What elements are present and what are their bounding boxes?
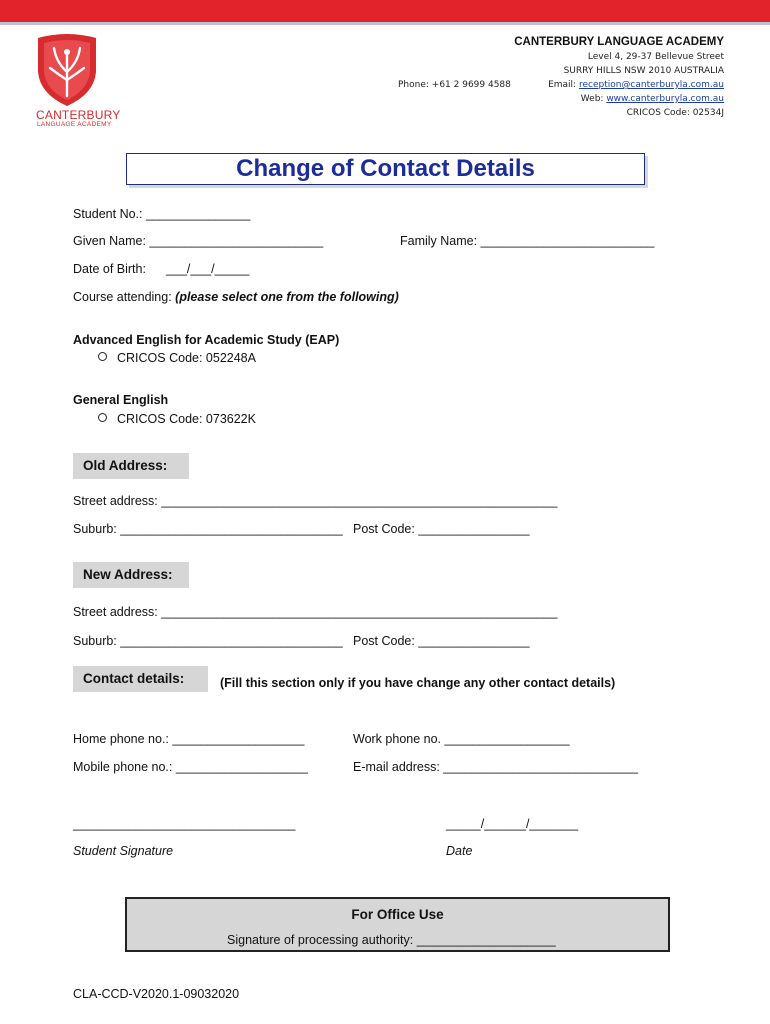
course-hint: (please select one from the following) bbox=[175, 290, 399, 304]
form-title-box bbox=[126, 153, 645, 185]
email-field[interactable]: E-mail address: ____________________________ bbox=[353, 760, 638, 774]
student-no-field[interactable]: Student No.: _______________ bbox=[73, 207, 251, 221]
family-name-field[interactable]: Family Name: _________________________ bbox=[400, 234, 655, 248]
academy-address-line2: SURRY HILLS NSW 2010 AUSTRALIA bbox=[563, 66, 724, 76]
academy-address-line1: Level 4, 29-37 Bellevue Street bbox=[587, 52, 724, 62]
academy-cricos: CRICOS Code: 02534J bbox=[626, 108, 724, 118]
new-suburb-field[interactable]: Suburb: ________________________________ bbox=[73, 634, 343, 648]
new-postcode-field[interactable]: Post Code: ________________ bbox=[353, 634, 530, 648]
old-address-heading: Old Address: bbox=[73, 453, 189, 479]
new-address-heading: New Address: bbox=[73, 562, 189, 588]
dob-label: Date of Birth: bbox=[73, 262, 146, 276]
office-use-title: For Office Use bbox=[351, 907, 444, 922]
web-link[interactable]: www.canterburyla.com.au bbox=[606, 94, 724, 104]
form-version-code: CLA-CCD-V2020.1-09032020 bbox=[73, 987, 240, 1001]
course-label: Course attending: bbox=[73, 290, 176, 304]
academy-web-row bbox=[581, 94, 724, 104]
processing-authority-signature-field[interactable]: Signature of processing authority: ____________________ bbox=[227, 933, 556, 947]
student-signature-label: Student Signature bbox=[73, 844, 174, 858]
office-use-box bbox=[125, 897, 670, 952]
old-suburb-field[interactable]: Suburb: ________________________________ bbox=[73, 522, 343, 536]
course-eap-option[interactable] bbox=[98, 351, 256, 365]
course-general-option[interactable] bbox=[98, 412, 256, 426]
radio-icon[interactable] bbox=[98, 352, 107, 361]
old-postcode-field[interactable]: Post Code: ________________ bbox=[353, 522, 530, 536]
course-general-code: CRICOS Code: 073622K bbox=[117, 412, 256, 426]
new-street-field[interactable]: Street address: _________________________________________________________ bbox=[73, 605, 558, 619]
course-eap-name: Advanced English for Academic Study (EAP) bbox=[73, 333, 340, 347]
web-label: Web: bbox=[580, 94, 604, 104]
contact-details-heading: Contact details: bbox=[73, 666, 208, 692]
course-attending-row bbox=[73, 290, 399, 304]
header-band-underline bbox=[0, 22, 770, 25]
logo-subtitle: LANGUAGE ACADEMY bbox=[37, 121, 112, 128]
email-label: Email: bbox=[548, 80, 577, 90]
date-label: Date bbox=[446, 844, 473, 858]
academy-email-row bbox=[548, 80, 724, 90]
course-eap-code: CRICOS Code: 052248A bbox=[117, 351, 256, 365]
form-title: Change of Contact Details bbox=[236, 155, 535, 182]
dob-field[interactable]: ___/___/_____ bbox=[166, 262, 250, 276]
home-phone-field[interactable]: Home phone no.: ___________________ bbox=[73, 732, 305, 746]
given-name-field[interactable]: Given Name: _________________________ bbox=[73, 234, 324, 248]
radio-icon[interactable] bbox=[98, 413, 107, 422]
date-line[interactable]: _____/______/_______ bbox=[446, 817, 579, 831]
contact-details-note: (Fill this section only if you have change any other contact details) bbox=[220, 676, 616, 690]
work-phone-field[interactable]: Work phone no. __________________ bbox=[353, 732, 570, 746]
old-street-field[interactable]: Street address: _________________________________________________________ bbox=[73, 494, 558, 508]
logo-wordmark: CANTERBURY bbox=[36, 108, 121, 122]
canterbury-shield-logo-icon bbox=[34, 32, 100, 108]
academy-phone: Phone: +61 2 9699 4588 bbox=[398, 80, 511, 90]
course-general-name: General English bbox=[73, 393, 169, 407]
mobile-phone-field[interactable]: Mobile phone no.: ___________________ bbox=[73, 760, 308, 774]
signature-line[interactable]: ________________________________ bbox=[73, 817, 296, 831]
header-band bbox=[0, 0, 770, 22]
academy-name: CANTERBURY LANGUAGE ACADEMY bbox=[514, 36, 724, 48]
email-link[interactable]: reception@canterburyla.com.au bbox=[578, 80, 724, 90]
